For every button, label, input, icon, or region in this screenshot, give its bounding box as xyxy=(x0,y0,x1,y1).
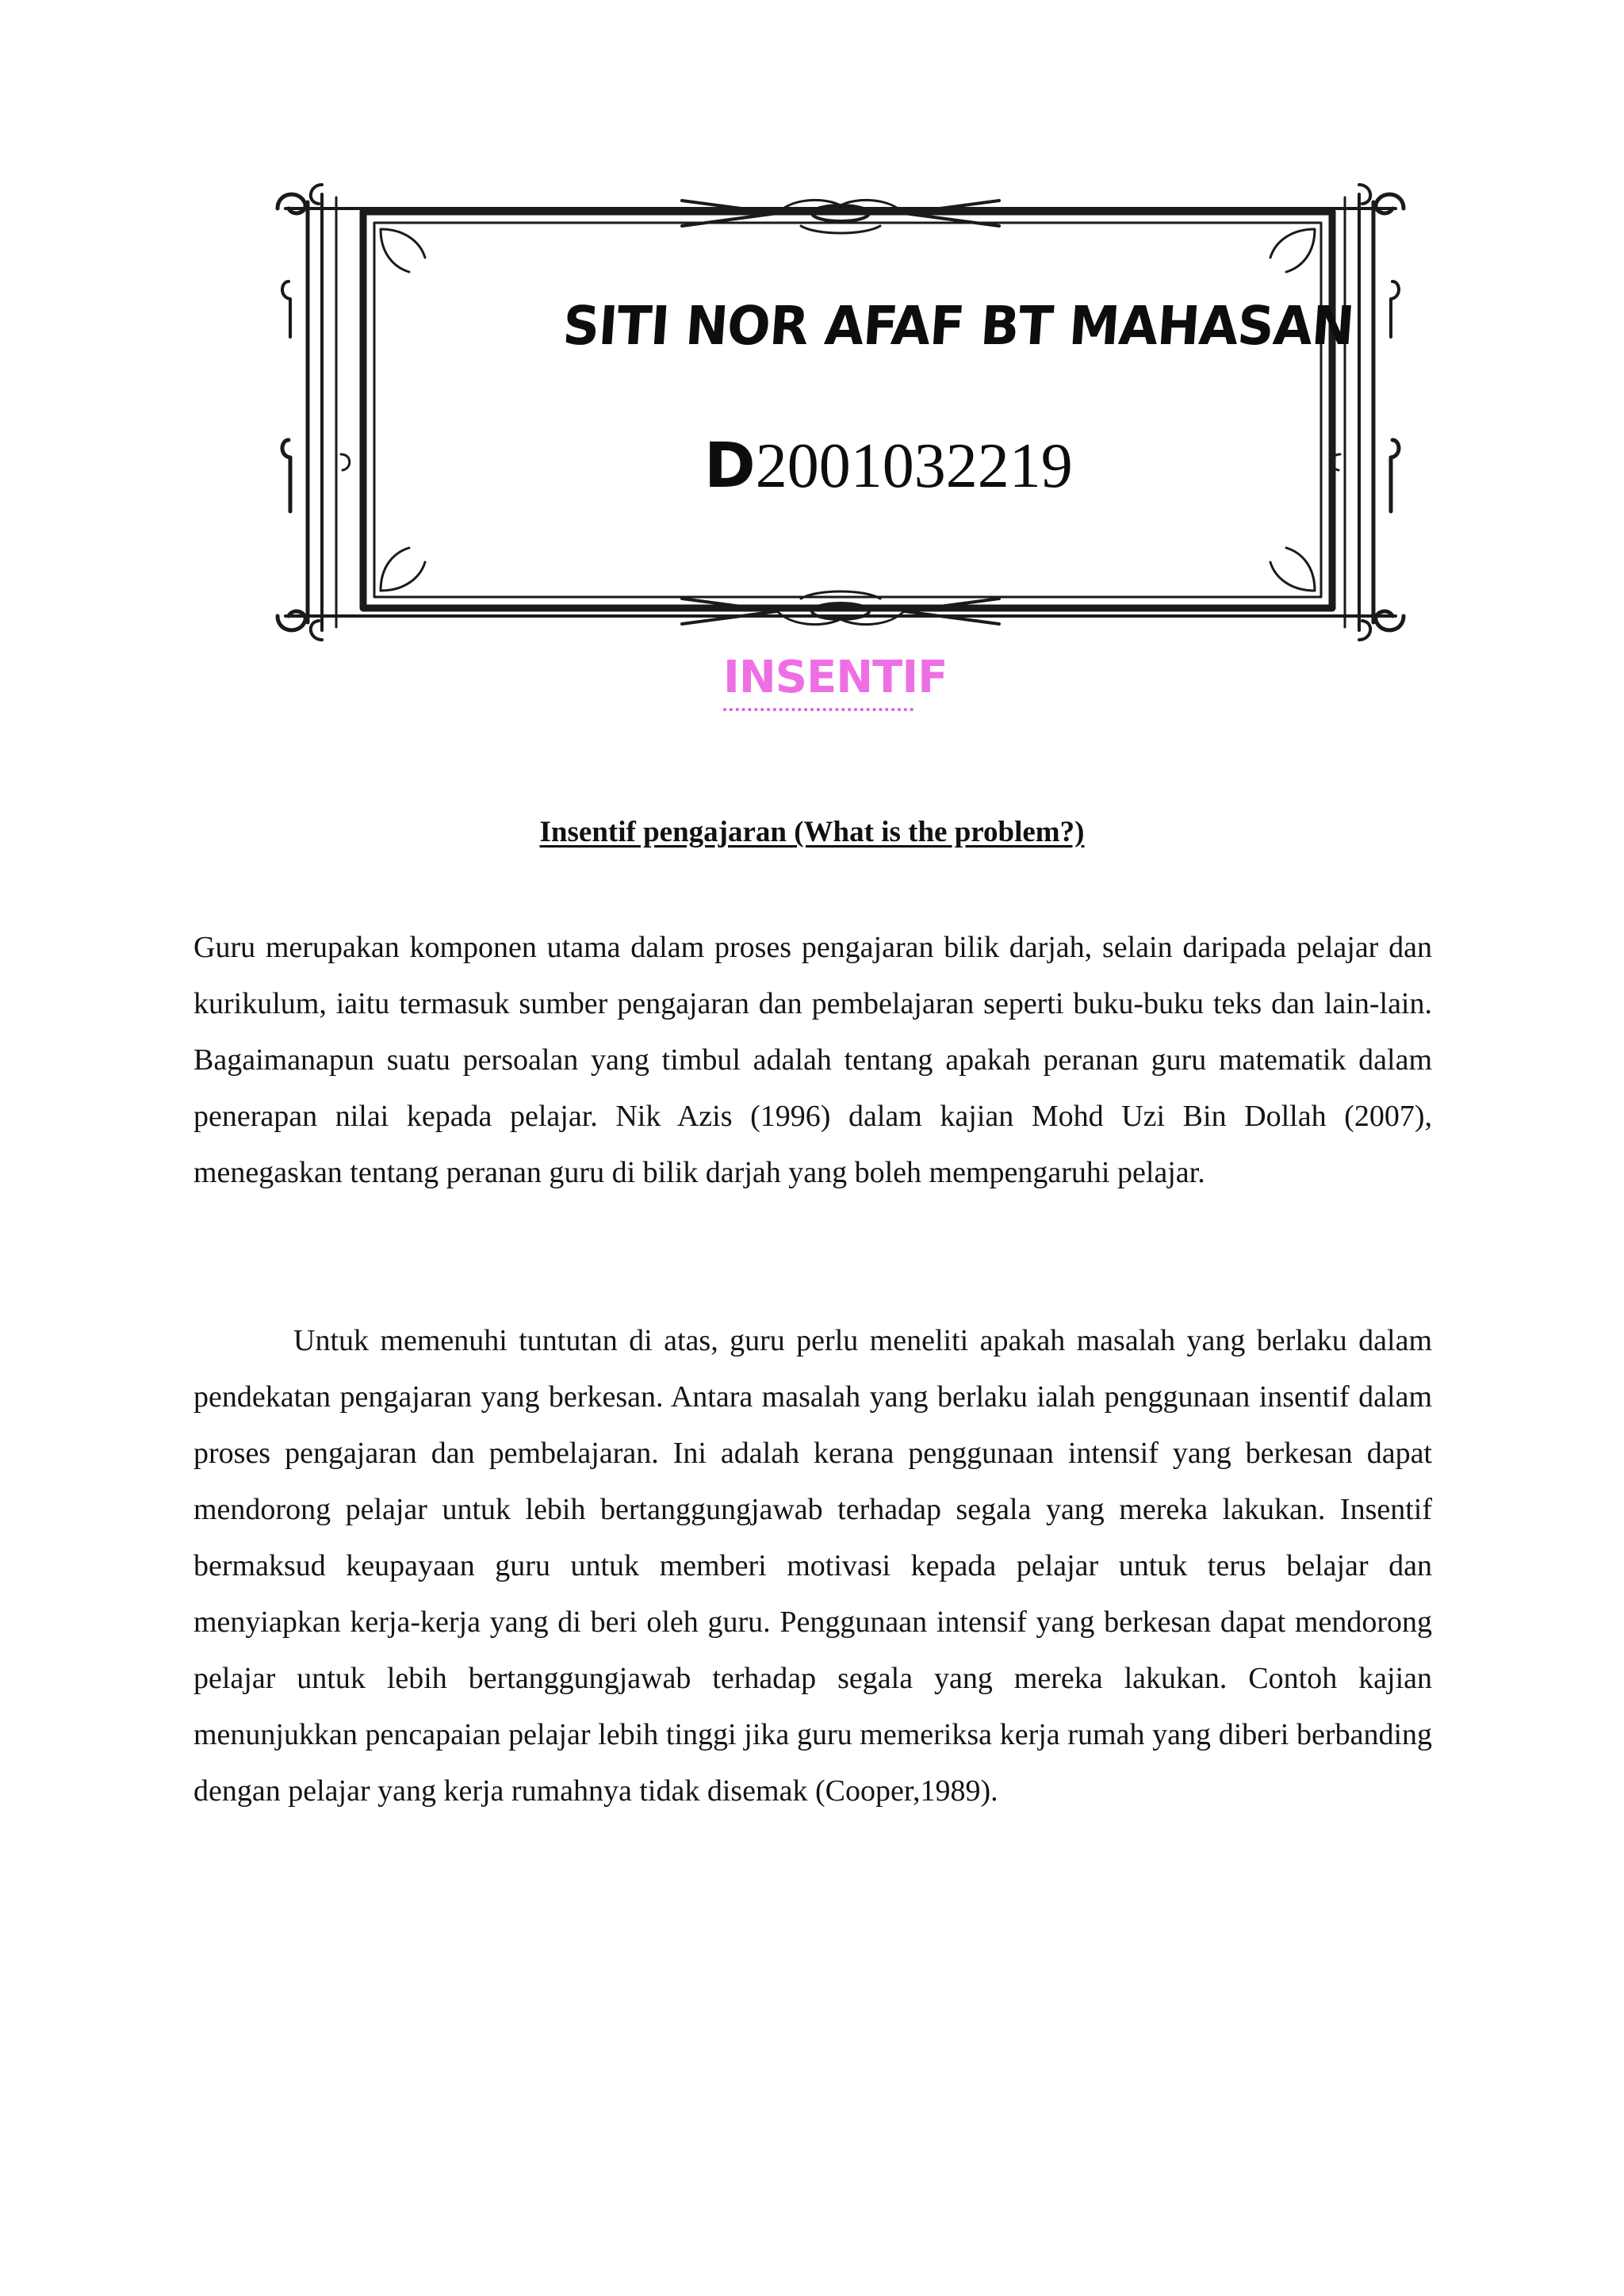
topic-wordart: INSENTIF xyxy=(723,652,914,711)
ornamental-frame-icon xyxy=(270,178,1411,646)
paragraph-1: Guru merupakan komponen utama dalam proses pengajaran bilik darjah, selain daripada pelajar dan kurikulum, iaitu termasuk sumber pengajaran dan pembelajaran seperti buku-buku teks dan lain-lain. Bagaimanapun suatu persoalan yang timbul adalah tentang apakah peranan guru matematik dalam penerapan nilai kepada pelajar. Nik Azis (1996) dalam kajian Mohd Uzi Bin Dollah (2007), menegaskan tentang peranan guru di bilik darjah yang boleh mempengaruhi pelajar. xyxy=(193,931,1432,1189)
paragraph-2: Untuk memenuhi tuntutan di atas, guru perlu meneliti apakah masalah yang berlaku dalam pendekatan pengajaran yang berkesan. Antara masalah yang berlaku ialah penggunaan insentif dalam proses pengajaran dan pembelajaran. Ini adalah kerana penggunaan intensif yang berkesan dapat mendorong pelajar untuk lebih bertanggungjawab terhadap segala yang mereka lakukan. Insentif bermaksud keupayaan guru untuk memberi motivasi kepada pelajar untuk terus belajar dan menyiapkan kerja-kerja yang di beri oleh guru. Penggunaan intensif yang berkesan dapat mendorong pelajar untuk lebih bertanggungjawab terhadap segala yang mereka lakukan. Contoh kajian menunjukkan pencapaian pelajar lebih tinggi jika guru memeriksa kerja rumah yang diberi berbanding dengan pelajar yang kerja rumahnya tidak disemak (Cooper,1989). xyxy=(193,1324,1432,1808)
author-name: SITI NOR AFAF BT MAHASAN xyxy=(561,296,1356,358)
ornamental-frame xyxy=(270,178,1411,646)
section-heading: Insentif pengajaran (What is the problem?) xyxy=(539,816,1085,848)
student-id xyxy=(704,430,1180,503)
student-id-number: 2001032219 xyxy=(755,431,1073,501)
student-id-prefix: D xyxy=(704,430,756,502)
